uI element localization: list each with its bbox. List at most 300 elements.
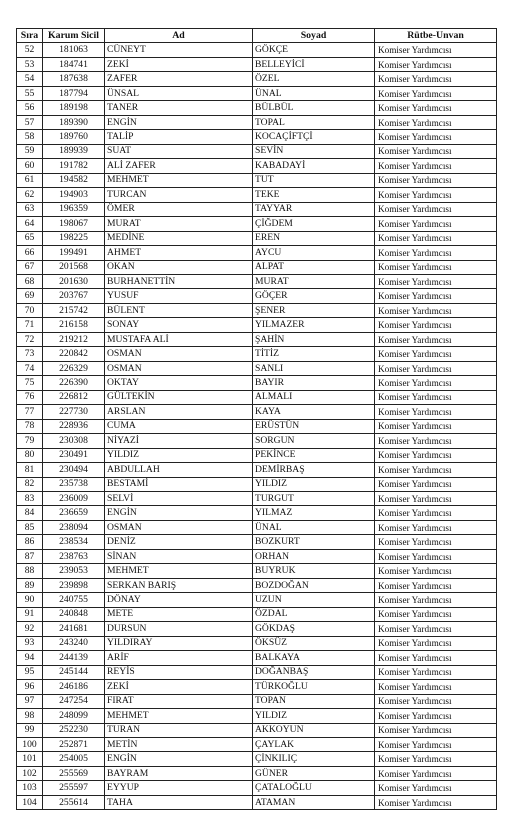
cell-karum-sicil: 239053 — [43, 564, 105, 578]
cell-ad: BAYRAM — [105, 766, 253, 780]
cell-soyad: KABADAYİ — [253, 159, 375, 173]
cell-soyad: YILMAZER — [253, 318, 375, 332]
document-page — [16, 28, 496, 810]
cell-soyad: ÖZEL — [253, 72, 375, 86]
cell-rutbe-unvan: Komiser Yardımcısı — [375, 723, 497, 737]
cell-soyad: GÖKÇE — [253, 43, 375, 57]
cell-rutbe-unvan: Komiser Yardımcısı — [375, 651, 497, 665]
cell-karum-sicil: 240848 — [43, 607, 105, 621]
cell-karum-sicil: 194582 — [43, 173, 105, 187]
cell-karum-sicil: 239898 — [43, 578, 105, 592]
cell-karum-sicil: 247254 — [43, 694, 105, 708]
cell-rutbe-unvan: Komiser Yardımcısı — [375, 463, 497, 477]
table-row — [17, 492, 497, 506]
cell-karum-sicil: 215742 — [43, 303, 105, 317]
cell-rutbe-unvan: Komiser Yardımcısı — [375, 477, 497, 491]
cell-rutbe-unvan: Komiser Yardımcısı — [375, 434, 497, 448]
cell-soyad: SANLI — [253, 361, 375, 375]
cell-sira: 71 — [17, 318, 43, 332]
cell-soyad: ÇATALOĞLU — [253, 781, 375, 795]
cell-sira: 56 — [17, 101, 43, 115]
cell-rutbe-unvan: Komiser Yardımcısı — [375, 231, 497, 245]
table-row — [17, 651, 497, 665]
cell-rutbe-unvan: Komiser Yardımcısı — [375, 202, 497, 216]
cell-karum-sicil: 227730 — [43, 405, 105, 419]
cell-soyad: GÖKDAŞ — [253, 622, 375, 636]
cell-karum-sicil: 187794 — [43, 86, 105, 100]
cell-soyad: PEKİNCE — [253, 448, 375, 462]
cell-karum-sicil: 228936 — [43, 419, 105, 433]
cell-karum-sicil: 196359 — [43, 202, 105, 216]
cell-sira: 55 — [17, 86, 43, 100]
cell-ad: DÖNAY — [105, 593, 253, 607]
table-row — [17, 101, 497, 115]
cell-sira: 104 — [17, 795, 43, 809]
table-row — [17, 607, 497, 621]
cell-karum-sicil: 199491 — [43, 246, 105, 260]
cell-ad: SUAT — [105, 144, 253, 158]
cell-rutbe-unvan: Komiser Yardımcısı — [375, 680, 497, 694]
cell-sira: 102 — [17, 766, 43, 780]
cell-sira: 101 — [17, 752, 43, 766]
cell-ad: YILDIRAY — [105, 636, 253, 650]
table-row — [17, 795, 497, 809]
table-row — [17, 781, 497, 795]
cell-soyad: ÇİNKILIÇ — [253, 752, 375, 766]
cell-soyad: TURGUT — [253, 492, 375, 506]
cell-karum-sicil: 226390 — [43, 376, 105, 390]
cell-soyad: YILDIZ — [253, 477, 375, 491]
cell-sira: 78 — [17, 419, 43, 433]
table-row — [17, 665, 497, 679]
cell-soyad: BALKAYA — [253, 651, 375, 665]
cell-karum-sicil: 246186 — [43, 680, 105, 694]
cell-karum-sicil: 187638 — [43, 72, 105, 86]
cell-rutbe-unvan: Komiser Yardımcısı — [375, 130, 497, 144]
table-row — [17, 752, 497, 766]
cell-soyad: TOPAL — [253, 115, 375, 129]
table-row — [17, 159, 497, 173]
cell-rutbe-unvan: Komiser Yardımcısı — [375, 159, 497, 173]
cell-ad: ENGİN — [105, 752, 253, 766]
table-header-row — [17, 29, 497, 43]
cell-sira: 90 — [17, 593, 43, 607]
table-row — [17, 332, 497, 346]
cell-soyad: GÜNER — [253, 766, 375, 780]
cell-sira: 74 — [17, 361, 43, 375]
cell-soyad: EREN — [253, 231, 375, 245]
table-row — [17, 289, 497, 303]
cell-ad: SERKAN BARIŞ — [105, 578, 253, 592]
cell-ad: ENGİN — [105, 506, 253, 520]
table-row — [17, 593, 497, 607]
cell-karum-sicil: 201568 — [43, 260, 105, 274]
cell-soyad: TEKE — [253, 188, 375, 202]
cell-soyad: YILDIZ — [253, 709, 375, 723]
cell-soyad: KAYA — [253, 405, 375, 419]
cell-soyad: BUYRUK — [253, 564, 375, 578]
cell-sira: 82 — [17, 477, 43, 491]
cell-ad: TANER — [105, 101, 253, 115]
cell-ad: METİN — [105, 737, 253, 751]
table-row — [17, 434, 497, 448]
cell-ad: BESTAMİ — [105, 477, 253, 491]
cell-soyad: ATAMAN — [253, 795, 375, 809]
table-row — [17, 520, 497, 534]
cell-ad: METE — [105, 607, 253, 621]
cell-sira: 95 — [17, 665, 43, 679]
cell-rutbe-unvan: Komiser Yardımcısı — [375, 636, 497, 650]
cell-rutbe-unvan: Komiser Yardımcısı — [375, 766, 497, 780]
cell-sira: 70 — [17, 303, 43, 317]
cell-karum-sicil: 198225 — [43, 231, 105, 245]
header-rutbe-unvan: Rütbe-Unvan — [375, 29, 497, 43]
cell-sira: 92 — [17, 622, 43, 636]
cell-ad: REYİS — [105, 665, 253, 679]
cell-sira: 69 — [17, 289, 43, 303]
cell-ad: ABDULLAH — [105, 463, 253, 477]
cell-rutbe-unvan: Komiser Yardımcısı — [375, 260, 497, 274]
cell-sira: 61 — [17, 173, 43, 187]
cell-karum-sicil: 184741 — [43, 57, 105, 71]
cell-ad: TURAN — [105, 723, 253, 737]
cell-rutbe-unvan: Komiser Yardımcısı — [375, 593, 497, 607]
table-row — [17, 86, 497, 100]
cell-karum-sicil: 189198 — [43, 101, 105, 115]
cell-karum-sicil: 230308 — [43, 434, 105, 448]
cell-ad: MURAT — [105, 217, 253, 231]
cell-ad: MEDİNE — [105, 231, 253, 245]
cell-rutbe-unvan: Komiser Yardımcısı — [375, 419, 497, 433]
cell-soyad: ŞENER — [253, 303, 375, 317]
cell-rutbe-unvan: Komiser Yardımcısı — [375, 694, 497, 708]
cell-sira: 64 — [17, 217, 43, 231]
table-row — [17, 636, 497, 650]
cell-rutbe-unvan: Komiser Yardımcısı — [375, 361, 497, 375]
cell-ad: OKAN — [105, 260, 253, 274]
cell-sira: 97 — [17, 694, 43, 708]
cell-rutbe-unvan: Komiser Yardımcısı — [375, 86, 497, 100]
table-row — [17, 246, 497, 260]
cell-ad: MEHMET — [105, 173, 253, 187]
cell-ad: ÖMER — [105, 202, 253, 216]
table-row — [17, 173, 497, 187]
cell-karum-sicil: 230494 — [43, 463, 105, 477]
cell-rutbe-unvan: Komiser Yardımcısı — [375, 535, 497, 549]
cell-ad: ALİ ZAFER — [105, 159, 253, 173]
table-row — [17, 419, 497, 433]
table-row — [17, 405, 497, 419]
cell-rutbe-unvan: Komiser Yardımcısı — [375, 781, 497, 795]
cell-ad: MEHMET — [105, 709, 253, 723]
cell-karum-sicil: 194903 — [43, 188, 105, 202]
cell-soyad: BÜLBÜL — [253, 101, 375, 115]
cell-rutbe-unvan: Komiser Yardımcısı — [375, 347, 497, 361]
cell-sira: 80 — [17, 448, 43, 462]
cell-soyad: YILMAZ — [253, 506, 375, 520]
cell-sira: 77 — [17, 405, 43, 419]
cell-sira: 59 — [17, 144, 43, 158]
cell-sira: 88 — [17, 564, 43, 578]
table-row — [17, 202, 497, 216]
table-row — [17, 318, 497, 332]
cell-sira: 53 — [17, 57, 43, 71]
cell-ad: NİYAZİ — [105, 434, 253, 448]
table-row — [17, 231, 497, 245]
cell-soyad: ALPAT — [253, 260, 375, 274]
table-row — [17, 680, 497, 694]
cell-rutbe-unvan: Komiser Yardımcısı — [375, 188, 497, 202]
cell-karum-sicil: 219212 — [43, 332, 105, 346]
table-row — [17, 347, 497, 361]
cell-sira: 63 — [17, 202, 43, 216]
table-row — [17, 564, 497, 578]
cell-sira: 62 — [17, 188, 43, 202]
cell-karum-sicil: 241681 — [43, 622, 105, 636]
cell-ad: TURCAN — [105, 188, 253, 202]
table-row — [17, 115, 497, 129]
cell-sira: 96 — [17, 680, 43, 694]
cell-sira: 84 — [17, 506, 43, 520]
cell-ad: TALİP — [105, 130, 253, 144]
cell-karum-sicil: 198067 — [43, 217, 105, 231]
cell-sira: 91 — [17, 607, 43, 621]
cell-rutbe-unvan: Komiser Yardımcısı — [375, 101, 497, 115]
cell-ad: DURSUN — [105, 622, 253, 636]
cell-ad: SİNAN — [105, 549, 253, 563]
table-row — [17, 361, 497, 375]
cell-karum-sicil: 226812 — [43, 390, 105, 404]
cell-soyad: ÇAYLAK — [253, 737, 375, 751]
table-row — [17, 737, 497, 751]
table-row — [17, 723, 497, 737]
table-row — [17, 43, 497, 57]
cell-rutbe-unvan: Komiser Yardımcısı — [375, 376, 497, 390]
cell-soyad: TÜRKOĞLU — [253, 680, 375, 694]
cell-ad: OSMAN — [105, 361, 253, 375]
cell-rutbe-unvan: Komiser Yardımcısı — [375, 318, 497, 332]
table-row — [17, 303, 497, 317]
table-row — [17, 506, 497, 520]
cell-karum-sicil: 255569 — [43, 766, 105, 780]
table-row — [17, 477, 497, 491]
cell-rutbe-unvan: Komiser Yardımcısı — [375, 752, 497, 766]
cell-soyad: TUT — [253, 173, 375, 187]
cell-rutbe-unvan: Komiser Yardımcısı — [375, 506, 497, 520]
cell-ad: OKTAY — [105, 376, 253, 390]
cell-soyad: ALMALI — [253, 390, 375, 404]
cell-soyad: GÖÇER — [253, 289, 375, 303]
cell-sira: 66 — [17, 246, 43, 260]
cell-karum-sicil: 254005 — [43, 752, 105, 766]
table-row — [17, 217, 497, 231]
cell-rutbe-unvan: Komiser Yardımcısı — [375, 274, 497, 288]
cell-sira: 93 — [17, 636, 43, 650]
cell-ad: TAHA — [105, 795, 253, 809]
cell-rutbe-unvan: Komiser Yardımcısı — [375, 709, 497, 723]
cell-soyad: SEVİN — [253, 144, 375, 158]
cell-rutbe-unvan: Komiser Yardımcısı — [375, 564, 497, 578]
cell-soyad: BOZDOĞAN — [253, 578, 375, 592]
cell-rutbe-unvan: Komiser Yardımcısı — [375, 303, 497, 317]
cell-ad: ÜNSAL — [105, 86, 253, 100]
header-ad: Ad — [105, 29, 253, 43]
cell-rutbe-unvan: Komiser Yardımcısı — [375, 246, 497, 260]
cell-ad: ARİF — [105, 651, 253, 665]
cell-ad: ZEKİ — [105, 680, 253, 694]
cell-soyad: KOCAÇİFTÇİ — [253, 130, 375, 144]
cell-sira: 98 — [17, 709, 43, 723]
cell-sira: 85 — [17, 520, 43, 534]
cell-soyad: ÖZDAL — [253, 607, 375, 621]
table-row — [17, 694, 497, 708]
cell-ad: FIRAT — [105, 694, 253, 708]
cell-ad: YILDIZ — [105, 448, 253, 462]
cell-sira: 72 — [17, 332, 43, 346]
cell-karum-sicil: 245144 — [43, 665, 105, 679]
cell-karum-sicil: 189939 — [43, 144, 105, 158]
cell-ad: OSMAN — [105, 347, 253, 361]
cell-karum-sicil: 216158 — [43, 318, 105, 332]
cell-ad: YUSUF — [105, 289, 253, 303]
cell-rutbe-unvan: Komiser Yardımcısı — [375, 390, 497, 404]
cell-ad: CÜNEYT — [105, 43, 253, 57]
cell-soyad: SORGUN — [253, 434, 375, 448]
cell-ad: BURHANETTİN — [105, 274, 253, 288]
table-row — [17, 188, 497, 202]
cell-sira: 57 — [17, 115, 43, 129]
cell-karum-sicil: 220842 — [43, 347, 105, 361]
table-row — [17, 549, 497, 563]
table-row — [17, 376, 497, 390]
cell-karum-sicil: 255614 — [43, 795, 105, 809]
cell-soyad: MURAT — [253, 274, 375, 288]
cell-sira: 89 — [17, 578, 43, 592]
cell-rutbe-unvan: Komiser Yardımcısı — [375, 607, 497, 621]
table-row — [17, 144, 497, 158]
cell-soyad: ORHAN — [253, 549, 375, 563]
cell-karum-sicil: 236009 — [43, 492, 105, 506]
cell-soyad: TİTİZ — [253, 347, 375, 361]
cell-sira: 67 — [17, 260, 43, 274]
header-karum-sicil: Karum Sicil — [43, 29, 105, 43]
cell-ad: BÜLENT — [105, 303, 253, 317]
cell-rutbe-unvan: Komiser Yardımcısı — [375, 737, 497, 751]
cell-karum-sicil: 255597 — [43, 781, 105, 795]
cell-rutbe-unvan: Komiser Yardımcısı — [375, 57, 497, 71]
cell-sira: 87 — [17, 549, 43, 563]
cell-rutbe-unvan: Komiser Yardımcısı — [375, 405, 497, 419]
cell-sira: 65 — [17, 231, 43, 245]
cell-karum-sicil: 189760 — [43, 130, 105, 144]
cell-rutbe-unvan: Komiser Yardımcısı — [375, 448, 497, 462]
cell-sira: 94 — [17, 651, 43, 665]
table-body — [17, 43, 497, 810]
cell-karum-sicil: 235738 — [43, 477, 105, 491]
cell-soyad: UZUN — [253, 593, 375, 607]
cell-rutbe-unvan: Komiser Yardımcısı — [375, 665, 497, 679]
cell-karum-sicil: 181063 — [43, 43, 105, 57]
cell-ad: GÜLTEKİN — [105, 390, 253, 404]
cell-rutbe-unvan: Komiser Yardımcısı — [375, 173, 497, 187]
cell-karum-sicil: 252871 — [43, 737, 105, 751]
cell-karum-sicil: 189390 — [43, 115, 105, 129]
cell-sira: 54 — [17, 72, 43, 86]
cell-sira: 73 — [17, 347, 43, 361]
cell-rutbe-unvan: Komiser Yardımcısı — [375, 289, 497, 303]
cell-karum-sicil: 238534 — [43, 535, 105, 549]
cell-karum-sicil: 238763 — [43, 549, 105, 563]
cell-karum-sicil: 244139 — [43, 651, 105, 665]
cell-soyad: BAYIR — [253, 376, 375, 390]
cell-soyad: BELLEYİCİ — [253, 57, 375, 71]
cell-ad: ARSLAN — [105, 405, 253, 419]
cell-ad: DENİZ — [105, 535, 253, 549]
cell-rutbe-unvan: Komiser Yardımcısı — [375, 43, 497, 57]
table-row — [17, 578, 497, 592]
cell-karum-sicil: 240755 — [43, 593, 105, 607]
table-row — [17, 535, 497, 549]
cell-sira: 83 — [17, 492, 43, 506]
cell-sira: 75 — [17, 376, 43, 390]
table-row — [17, 130, 497, 144]
cell-rutbe-unvan: Komiser Yardımcısı — [375, 144, 497, 158]
cell-soyad: ÇİĞDEM — [253, 217, 375, 231]
cell-ad: ZAFER — [105, 72, 253, 86]
cell-rutbe-unvan: Komiser Yardımcısı — [375, 332, 497, 346]
cell-ad: EYYUP — [105, 781, 253, 795]
cell-karum-sicil: 226329 — [43, 361, 105, 375]
cell-sira: 52 — [17, 43, 43, 57]
cell-soyad: ÜNAL — [253, 86, 375, 100]
cell-ad: SELVİ — [105, 492, 253, 506]
cell-ad: MUSTAFA ALİ — [105, 332, 253, 346]
cell-sira: 86 — [17, 535, 43, 549]
cell-ad: CUMA — [105, 419, 253, 433]
cell-sira: 81 — [17, 463, 43, 477]
cell-ad: MEHMET — [105, 564, 253, 578]
cell-soyad: TAYYAR — [253, 202, 375, 216]
cell-sira: 99 — [17, 723, 43, 737]
cell-soyad: ŞAHİN — [253, 332, 375, 346]
cell-karum-sicil: 230491 — [43, 448, 105, 462]
cell-rutbe-unvan: Komiser Yardımcısı — [375, 578, 497, 592]
table-row — [17, 57, 497, 71]
header-soyad: Soyad — [253, 29, 375, 43]
table-row — [17, 72, 497, 86]
cell-soyad: TOPAN — [253, 694, 375, 708]
table-row — [17, 709, 497, 723]
table-row — [17, 260, 497, 274]
cell-ad: ZEKİ — [105, 57, 253, 71]
header-sira: Sıra — [17, 29, 43, 43]
cell-sira: 68 — [17, 274, 43, 288]
cell-sira: 76 — [17, 390, 43, 404]
cell-karum-sicil: 191782 — [43, 159, 105, 173]
cell-sira: 103 — [17, 781, 43, 795]
cell-karum-sicil: 201630 — [43, 274, 105, 288]
cell-soyad: AYCU — [253, 246, 375, 260]
cell-rutbe-unvan: Komiser Yardımcısı — [375, 115, 497, 129]
cell-rutbe-unvan: Komiser Yardımcısı — [375, 795, 497, 809]
table-row — [17, 622, 497, 636]
table-row — [17, 448, 497, 462]
cell-ad: SONAY — [105, 318, 253, 332]
cell-rutbe-unvan: Komiser Yardımcısı — [375, 492, 497, 506]
cell-sira: 79 — [17, 434, 43, 448]
cell-rutbe-unvan: Komiser Yardımcısı — [375, 622, 497, 636]
cell-rutbe-unvan: Komiser Yardımcısı — [375, 549, 497, 563]
